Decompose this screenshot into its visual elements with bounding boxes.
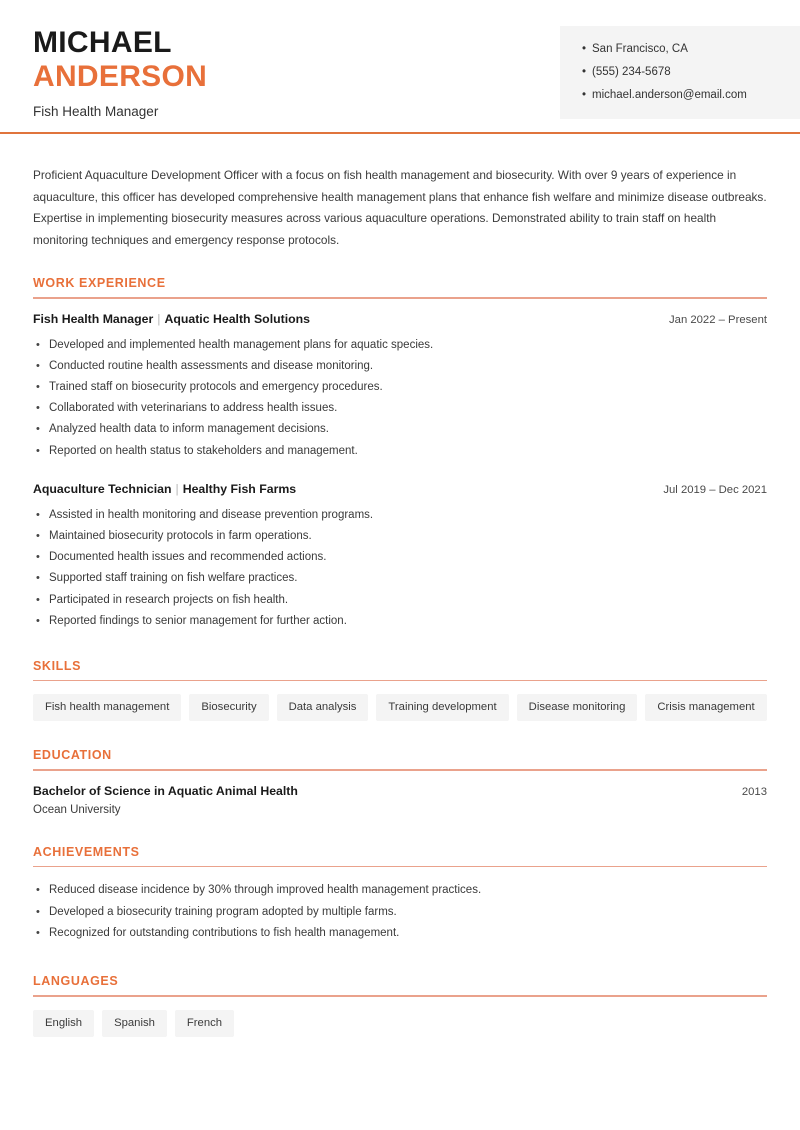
- list-item: [33, 505, 767, 526]
- contact-email-text: michael.anderson@email.com: [592, 89, 747, 101]
- contact-panel: [560, 26, 800, 119]
- bullet-text: Analyzed health data to inform management decisions.: [49, 423, 329, 436]
- education-degree: Bachelor of Science in Aquatic Animal Health: [33, 783, 298, 798]
- section-divider: [33, 866, 767, 868]
- bullet-icon: •: [36, 529, 40, 542]
- section-divider: [33, 995, 767, 997]
- bullet-icon: •: [36, 423, 40, 436]
- section-achievements: [33, 845, 767, 944]
- skill-chip: Training development: [376, 694, 508, 721]
- list-item: [33, 902, 767, 923]
- bullet-icon: •: [36, 926, 40, 939]
- language-chip: French: [175, 1010, 234, 1037]
- achievements-bullets: [33, 880, 767, 944]
- experience-role: Aquaculture Technician: [33, 481, 172, 496]
- experience-bullets: [33, 505, 767, 632]
- list-item: [33, 590, 767, 611]
- section-divider: [33, 769, 767, 771]
- section-languages: [33, 974, 767, 1037]
- bullet-text: Recognized for outstanding contributions to fish health management.: [49, 926, 400, 939]
- bullet-icon: •: [36, 593, 40, 606]
- bullet-text: Reduced disease incidence by 30% through improved health management practices.: [49, 884, 482, 897]
- resume-header: [0, 0, 800, 134]
- education-school: Ocean University: [33, 803, 121, 816]
- bullet-icon: •: [582, 43, 587, 55]
- bullet-icon: •: [36, 380, 40, 393]
- contact-item-phone[interactable]: [560, 61, 800, 84]
- languages-chip-list: [33, 1010, 767, 1037]
- experience-date: Jan 2022 – Present: [669, 313, 767, 326]
- title-separator: |: [157, 311, 161, 326]
- bullet-text: Reported on health status to stakeholders and management.: [49, 444, 358, 457]
- list-item: [33, 880, 767, 901]
- list-item: [33, 526, 767, 547]
- skill-chip: Crisis management: [645, 694, 766, 721]
- bullet-text: Reported findings to senior management for further action.: [49, 614, 347, 627]
- section-skills: [33, 659, 767, 722]
- bullet-text: Maintained biosecurity protocols in farm operations.: [49, 529, 312, 542]
- experience-entry: [33, 312, 767, 462]
- bullet-text: Assisted in health monitoring and disease prevention programs.: [49, 508, 374, 521]
- experience-entry-header: [33, 312, 767, 326]
- bullet-icon: •: [36, 338, 40, 351]
- section-title-achievements: ACHIEVEMENTS: [33, 844, 140, 859]
- list-item: [33, 335, 767, 356]
- experience-date: Jul 2019 – Dec 2021: [663, 483, 767, 496]
- education-year: 2013: [741, 785, 767, 798]
- list-item: [33, 398, 767, 419]
- bullet-icon: •: [36, 884, 40, 897]
- bullet-icon: •: [36, 444, 40, 457]
- bullet-text: Developed a biosecurity training program adopted by multiple farms.: [49, 905, 397, 918]
- bullet-text: Participated in research projects on fish health.: [49, 593, 289, 606]
- professional-summary: Proficient Aquaculture Development Officer with a focus on fish health management and biosecurity. With over 9 years of experience in aquaculture, this officer has developed comprehensive health management plans that enhance fish welfare and minimize disease outbreaks. Expertise in implementing biosecurity measures across various aquaculture operations. Demonstrated ability to train staff on health monitoring techniques and emergency response protocols.: [33, 168, 767, 247]
- bullet-icon: •: [36, 905, 40, 918]
- resume-body: [0, 165, 800, 1037]
- experience-company: Healthy Fish Farms: [182, 481, 297, 496]
- language-chip: Spanish: [102, 1010, 167, 1037]
- bullet-icon: •: [582, 66, 587, 78]
- bullet-icon: •: [36, 572, 40, 585]
- skill-chip: Fish health management: [33, 694, 181, 721]
- name-block: [33, 26, 207, 121]
- bullet-icon: •: [36, 551, 40, 564]
- bullet-icon: •: [36, 402, 40, 415]
- list-item: [33, 547, 767, 568]
- bullet-text: Conducted routine health assessments and disease monitoring.: [49, 359, 374, 372]
- header-divider: [0, 132, 800, 134]
- experience-title-line: [33, 482, 296, 496]
- header-job-title: Fish Health Manager: [33, 104, 159, 119]
- bullet-text: Developed and implemented health management plans for aquatic species.: [49, 338, 434, 351]
- skill-chip: Data analysis: [277, 694, 369, 721]
- section-divider: [33, 680, 767, 682]
- title-separator: |: [175, 481, 179, 496]
- skills-chip-list: [33, 694, 767, 721]
- experience-entry-header: [33, 482, 767, 496]
- last-name: ANDERSON: [33, 60, 208, 93]
- list-item: [33, 441, 767, 462]
- experience-bullets: [33, 335, 767, 462]
- education-entry-header: [33, 784, 767, 798]
- contact-phone-text: (555) 234-5678: [592, 66, 671, 78]
- first-name: MICHAEL: [33, 26, 172, 59]
- contact-list: [560, 38, 800, 107]
- bullet-text: Trained staff on biosecurity protocols and emergency procedures.: [49, 380, 383, 393]
- list-item: [33, 923, 767, 944]
- experience-company: Aquatic Health Solutions: [164, 311, 310, 326]
- skill-chip: Biosecurity: [189, 694, 268, 721]
- bullet-icon: •: [36, 508, 40, 521]
- section-education: [33, 748, 767, 816]
- bullet-icon: •: [36, 359, 40, 372]
- section-title-skills: SKILLS: [33, 658, 82, 673]
- list-item: [33, 356, 767, 377]
- bullet-icon: •: [582, 89, 587, 101]
- bullet-icon: •: [36, 614, 40, 627]
- list-item: [33, 611, 767, 632]
- experience-entry: [33, 482, 767, 632]
- section-divider: [33, 297, 767, 299]
- contact-item-location: [560, 38, 800, 61]
- skill-chip: Disease monitoring: [517, 694, 638, 721]
- list-item: [33, 568, 767, 589]
- list-item: [33, 377, 767, 398]
- bullet-text: Collaborated with veterinarians to address health issues.: [49, 402, 338, 415]
- section-title-work-experience: WORK EXPERIENCE: [33, 276, 166, 290]
- list-item: [33, 419, 767, 440]
- section-title-languages: LANGUAGES: [33, 974, 119, 989]
- section-work-experience: [33, 276, 767, 632]
- experience-title-line: [33, 312, 310, 326]
- section-title-education: EDUCATION: [33, 748, 112, 763]
- education-entry: [33, 784, 767, 816]
- contact-item-email[interactable]: [560, 84, 800, 107]
- language-chip: English: [33, 1010, 94, 1037]
- bullet-text: Documented health issues and recommended actions.: [49, 551, 327, 564]
- bullet-text: Supported staff training on fish welfare practices.: [49, 572, 298, 585]
- contact-location-text: San Francisco, CA: [592, 43, 688, 55]
- experience-role: Fish Health Manager: [33, 311, 154, 326]
